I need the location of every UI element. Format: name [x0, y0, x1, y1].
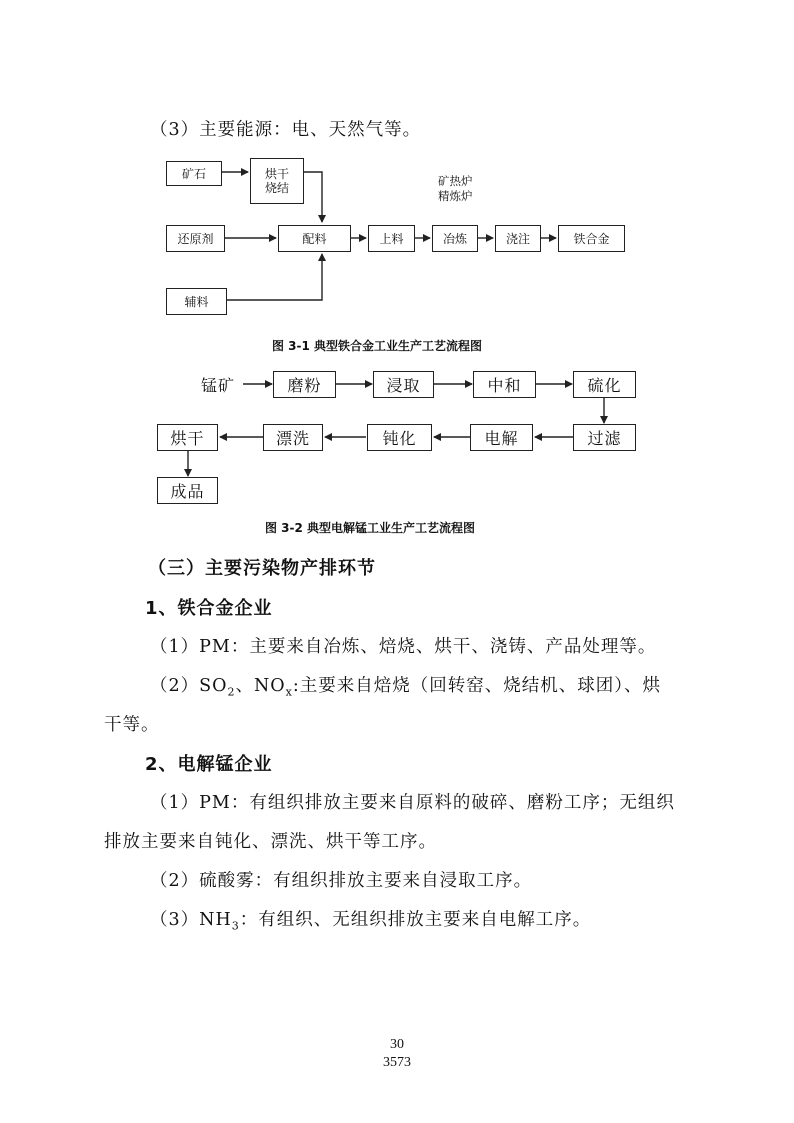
flow-box-reductant: 还原剂	[166, 225, 225, 252]
flow-box-casting: 浇注	[495, 225, 541, 252]
figure2-caption: 图 3-2 典型电解锰工业生产工艺流程图	[265, 521, 476, 535]
section-heading-pollutants: （三）主要污染物产排环节	[148, 558, 376, 579]
flow-box-grinding: 磨粉	[273, 371, 336, 398]
manganese-pm-line-continued: 排放主要来自钝化、漂洗、烘干等工序。	[104, 832, 437, 852]
page-number: 30	[390, 1037, 404, 1052]
flow-box-leaching: 浸取	[373, 371, 434, 398]
flow-box-rinsing: 漂洗	[263, 424, 323, 451]
subsection-heading-manganese: 2、电解锰企业	[145, 754, 273, 775]
ferroalloy-so2-nox-line: $(2)SO_2$、$NO_x$:主要来自焙烧（回转窑、烧结机、球团）、烘	[150, 676, 662, 699]
start-label-manganese-ore: 锰矿	[201, 376, 236, 395]
flow-box-electrolysis: 电解	[470, 424, 533, 451]
ferroalloy-so2-nox-continued: 干等。	[104, 715, 160, 735]
energy-sources-line: （3）主要能源：电、天然气等。	[150, 120, 422, 140]
flow-box-product: 成品	[157, 477, 218, 504]
page-number-total: 3573	[383, 1055, 411, 1070]
figure1-caption: 图 3-1 典型铁合金工业生产工艺流程图	[272, 339, 483, 353]
flow-box-filtration: 过滤	[573, 424, 636, 451]
flow-box-drying-sintering: 烘干 烧结	[250, 158, 304, 204]
flow-box-smelting: 冶炼	[432, 225, 478, 252]
ferroalloy-pm-line: （1）PM：主要来自冶炼、焙烧、烘干、浇铸、产品处理等。	[150, 637, 657, 657]
furnace-labels: 矿热炉 精炼炉	[438, 174, 473, 203]
flow-box-ore: 矿石	[166, 161, 222, 186]
flow-box-ferroalloy: 铁合金	[558, 225, 625, 252]
flow-box-sulfidation: 硫化	[573, 371, 636, 398]
flow-box-mixing: 配料	[278, 225, 351, 252]
flow-box-auxiliary: 辅料	[166, 288, 227, 315]
flow-box-passivation: 钝化	[367, 424, 432, 451]
manganese-pm-line: （1）PM：有组织排放主要来自原料的破碎、磨粉工序；无组织	[150, 793, 675, 813]
subsection-heading-ferroalloy: 1、铁合金企业	[145, 598, 273, 619]
flow-box-drying: 烘干	[157, 424, 218, 451]
manganese-nh3-line: $(3)NH_3$：有组织、无组织排放主要来自电解工序。	[150, 910, 592, 933]
manganese-acid-mist-line: （2）硫酸雾：有组织排放主要来自浸取工序。	[150, 871, 533, 891]
flow-box-neutralization: 中和	[473, 371, 536, 398]
flow-box-feeding: 上料	[368, 225, 415, 252]
